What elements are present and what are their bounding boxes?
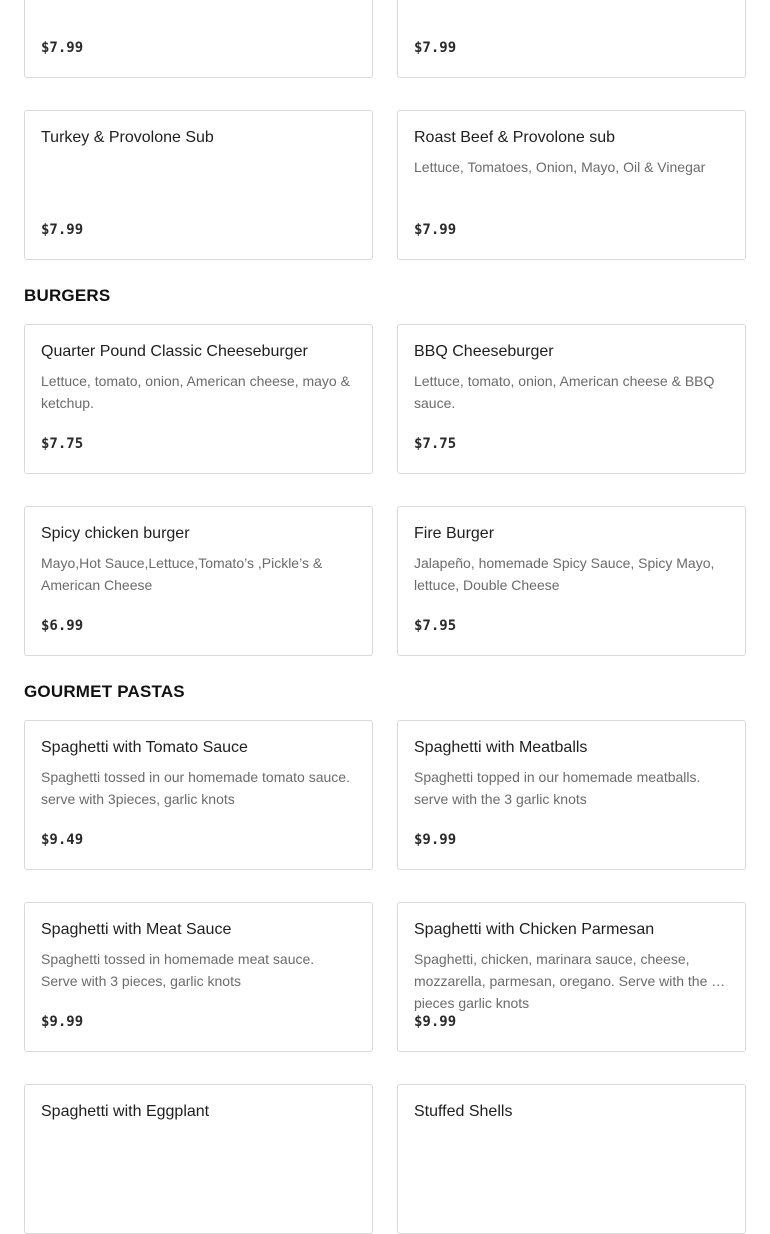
menu-item-name: BBQ Cheeseburger bbox=[414, 343, 554, 360]
menu-item-card[interactable] bbox=[397, 720, 746, 870]
menu-item-description: Spaghetti tossed in homemade meat sauce. Serve with 3 pieces, garlic knots bbox=[41, 951, 315, 989]
menu-item-price: $6.99 bbox=[41, 618, 84, 634]
menu-item-price: $7.99 bbox=[41, 40, 84, 56]
menu-item-name: Spicy chicken burger bbox=[41, 525, 190, 542]
menu-item-description: Mayo,Hot Sauce,Lettuce,Tomato’s ,Pickle’s & American Cheese bbox=[41, 555, 323, 593]
section-title-gourmet-pastas: GOURMET PASTAS bbox=[24, 682, 185, 701]
menu-item-description: Spaghetti, chicken, marinara sauce, cheese, mozzarella, parmesan, oregano. Serve with the 3 pieces garlic knots bbox=[414, 951, 720, 1011]
menu-item-card[interactable] bbox=[397, 506, 746, 656]
menu-item-price: $7.99 bbox=[414, 222, 457, 238]
menu-item-name: Roast Beef & Provolone sub bbox=[414, 129, 616, 146]
section-title-burgers: BURGERS bbox=[24, 286, 111, 305]
menu-item-name: Spaghetti with Eggplant bbox=[41, 1103, 210, 1120]
menu-item-price: $7.75 bbox=[414, 436, 457, 452]
menu-item-card[interactable] bbox=[24, 110, 373, 260]
menu-item-price: $7.75 bbox=[41, 436, 84, 452]
menu-item-price: $9.99 bbox=[41, 1014, 84, 1030]
menu-item-name: Spaghetti with Meat Sauce bbox=[41, 921, 232, 938]
menu-item-name: Quarter Pound Classic Cheeseburger bbox=[41, 343, 308, 360]
menu-item-name: Spaghetti with Tomato Sauce bbox=[41, 739, 248, 756]
menu-item-price: $9.99 bbox=[414, 832, 457, 848]
menu-item-name: Stuffed Shells bbox=[414, 1103, 513, 1120]
menu-item-description: Lettuce, tomato, onion, American cheese & BBQ sauce. bbox=[414, 373, 715, 411]
menu-item-card[interactable] bbox=[24, 506, 373, 656]
menu-item-description: Lettuce, Tomatoes, Onion, Mayo, Oil & Vinegar bbox=[414, 159, 706, 175]
menu-item-description: Jalapeño, homemade Spicy Sauce, Spicy Mayo, lettuce, Double Cheese bbox=[414, 555, 715, 593]
menu-item-card[interactable] bbox=[397, 324, 746, 474]
menu-item-card[interactable] bbox=[397, 110, 746, 260]
menu-item-card[interactable] bbox=[24, 324, 373, 474]
menu-item-price: $7.95 bbox=[414, 618, 457, 634]
menu-item-card[interactable] bbox=[24, 0, 373, 78]
menu-item-description: Lettuce, tomato, onion, American cheese, mayo & ketchup. bbox=[41, 373, 350, 411]
menu-item-name: Turkey & Provolone Sub bbox=[41, 129, 214, 146]
menu-item-card[interactable] bbox=[24, 1084, 373, 1234]
menu-item-name: Spaghetti with Meatballs bbox=[414, 739, 588, 756]
menu-item-price: $9.49 bbox=[41, 832, 84, 848]
menu-item-description: Spaghetti tossed in our homemade tomato sauce. serve with 3pieces, garlic knots bbox=[41, 769, 350, 807]
menu-item-price: $9.99 bbox=[414, 1014, 457, 1030]
menu-item-price: $7.99 bbox=[414, 40, 457, 56]
menu-item-description: Spaghetti topped in our homemade meatballs. serve with the 3 garlic knots bbox=[414, 769, 701, 807]
menu-item-price: $7.99 bbox=[41, 222, 84, 238]
menu-item-card[interactable] bbox=[397, 0, 746, 78]
menu-item-card[interactable] bbox=[24, 902, 373, 1052]
menu-item-card[interactable] bbox=[397, 1084, 746, 1234]
menu-item-name: Fire Burger bbox=[414, 525, 495, 542]
menu-item-name: Spaghetti with Chicken Parmesan bbox=[414, 921, 655, 938]
menu-item-card[interactable] bbox=[24, 720, 373, 870]
menu-item-card[interactable] bbox=[397, 902, 746, 1052]
